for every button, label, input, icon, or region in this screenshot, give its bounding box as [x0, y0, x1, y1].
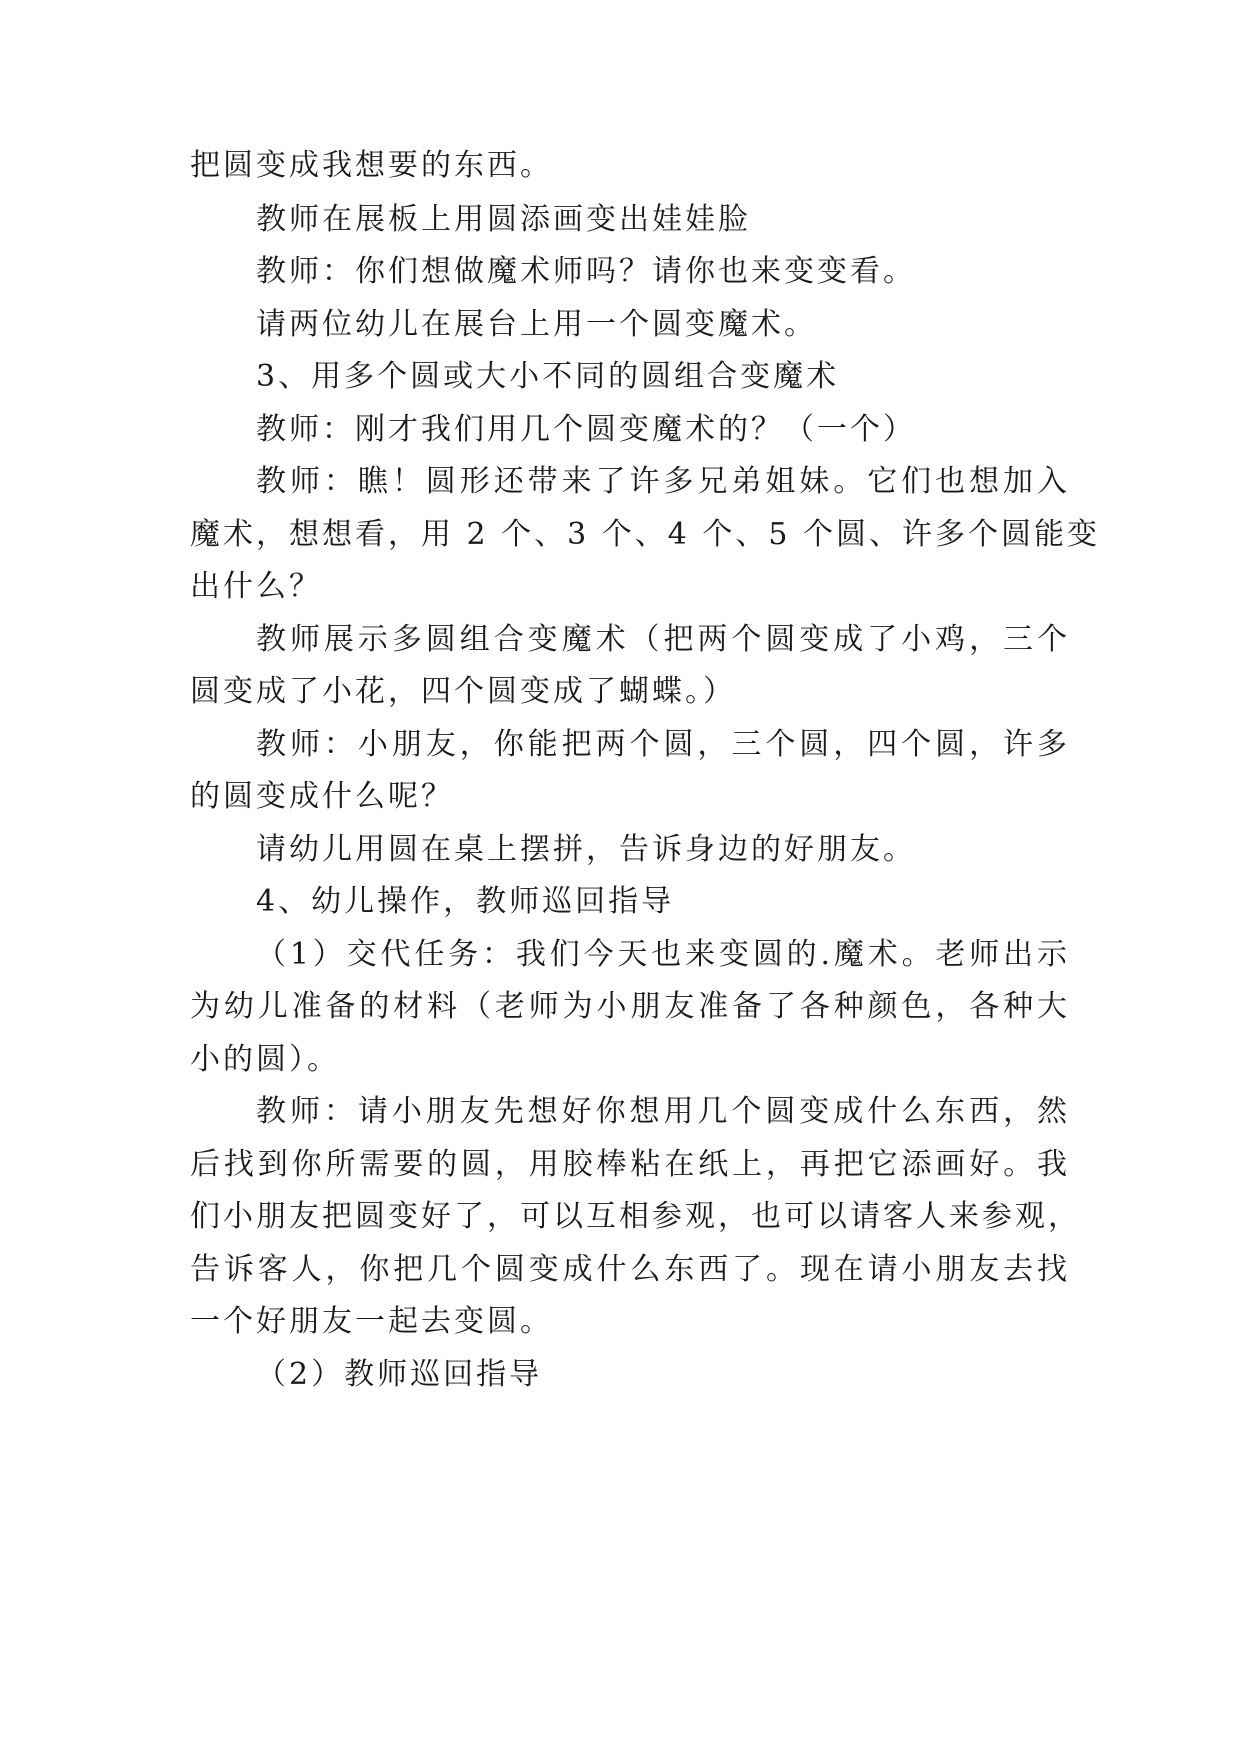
section-heading: （2）教师巡回指导	[256, 1357, 543, 1392]
paragraph-line: 为幼儿准备的材料（老师为小朋友准备了各种颜色，各种大	[190, 989, 1070, 1024]
paragraph-line: 告诉客人，你把几个圆变成什么东西了。现在请小朋友去找	[190, 1252, 1070, 1287]
paragraph-line: 教师：刚才我们用几个圆变魔术的？（一个）	[256, 412, 916, 447]
paragraph-line: 教师：请小朋友先想好你想用几个圆变成什么东西，然	[256, 1094, 1070, 1129]
paragraph-line: 教师在展板上用圆添画变出娃娃脸	[256, 202, 751, 237]
paragraph-line: 把圆变成我想要的东西。	[190, 148, 553, 183]
section-heading: 4、幼儿操作，教师巡回指导	[256, 884, 675, 919]
paragraph-line: 一个好朋友一起去变圆。	[190, 1304, 553, 1339]
paragraph-line: 请两位幼儿在展台上用一个圆变魔术。	[256, 307, 817, 342]
paragraph-line: 教师：瞧！圆形还带来了许多兄弟姐妹。它们也想加入	[256, 464, 1070, 499]
paragraph-line: 请幼儿用圆在桌上摆拼，告诉身边的好朋友。	[256, 832, 916, 867]
paragraph-line: 们小朋友把圆变好了，可以互相参观，也可以请客人来参观，	[190, 1199, 1081, 1234]
paragraph-line: 的圆变成什么呢？	[190, 779, 454, 814]
paragraph-line: 出什么？	[190, 569, 322, 604]
paragraph-line: 教师展示多圆组合变魔术（把两个圆变成了小鸡，三个	[256, 622, 1070, 657]
paragraph-line: 教师：你们想做魔术师吗？请你也来变变看。	[256, 254, 916, 289]
paragraph-line: 小的圆）。	[190, 1042, 340, 1077]
paragraph-line: 魔术，想想看，用 2 个、3 个、4 个、5 个圆、许多个圆能变	[190, 517, 1101, 552]
section-heading: 3、用多个圆或大小不同的圆组合变魔术	[256, 359, 840, 394]
paragraph-line: 教师：小朋友，你能把两个圆，三个圆，四个圆，许多	[256, 727, 1070, 762]
paragraph-line: 后找到你所需要的圆，用胶棒粘在纸上，再把它添画好。我	[190, 1147, 1070, 1182]
paragraph-line: 圆变成了小花，四个圆变成了蝴蝶。）	[190, 674, 736, 709]
paragraph-line: （1）交代任务：我们今天也来变圆的.魔术。老师出示	[256, 937, 1070, 972]
